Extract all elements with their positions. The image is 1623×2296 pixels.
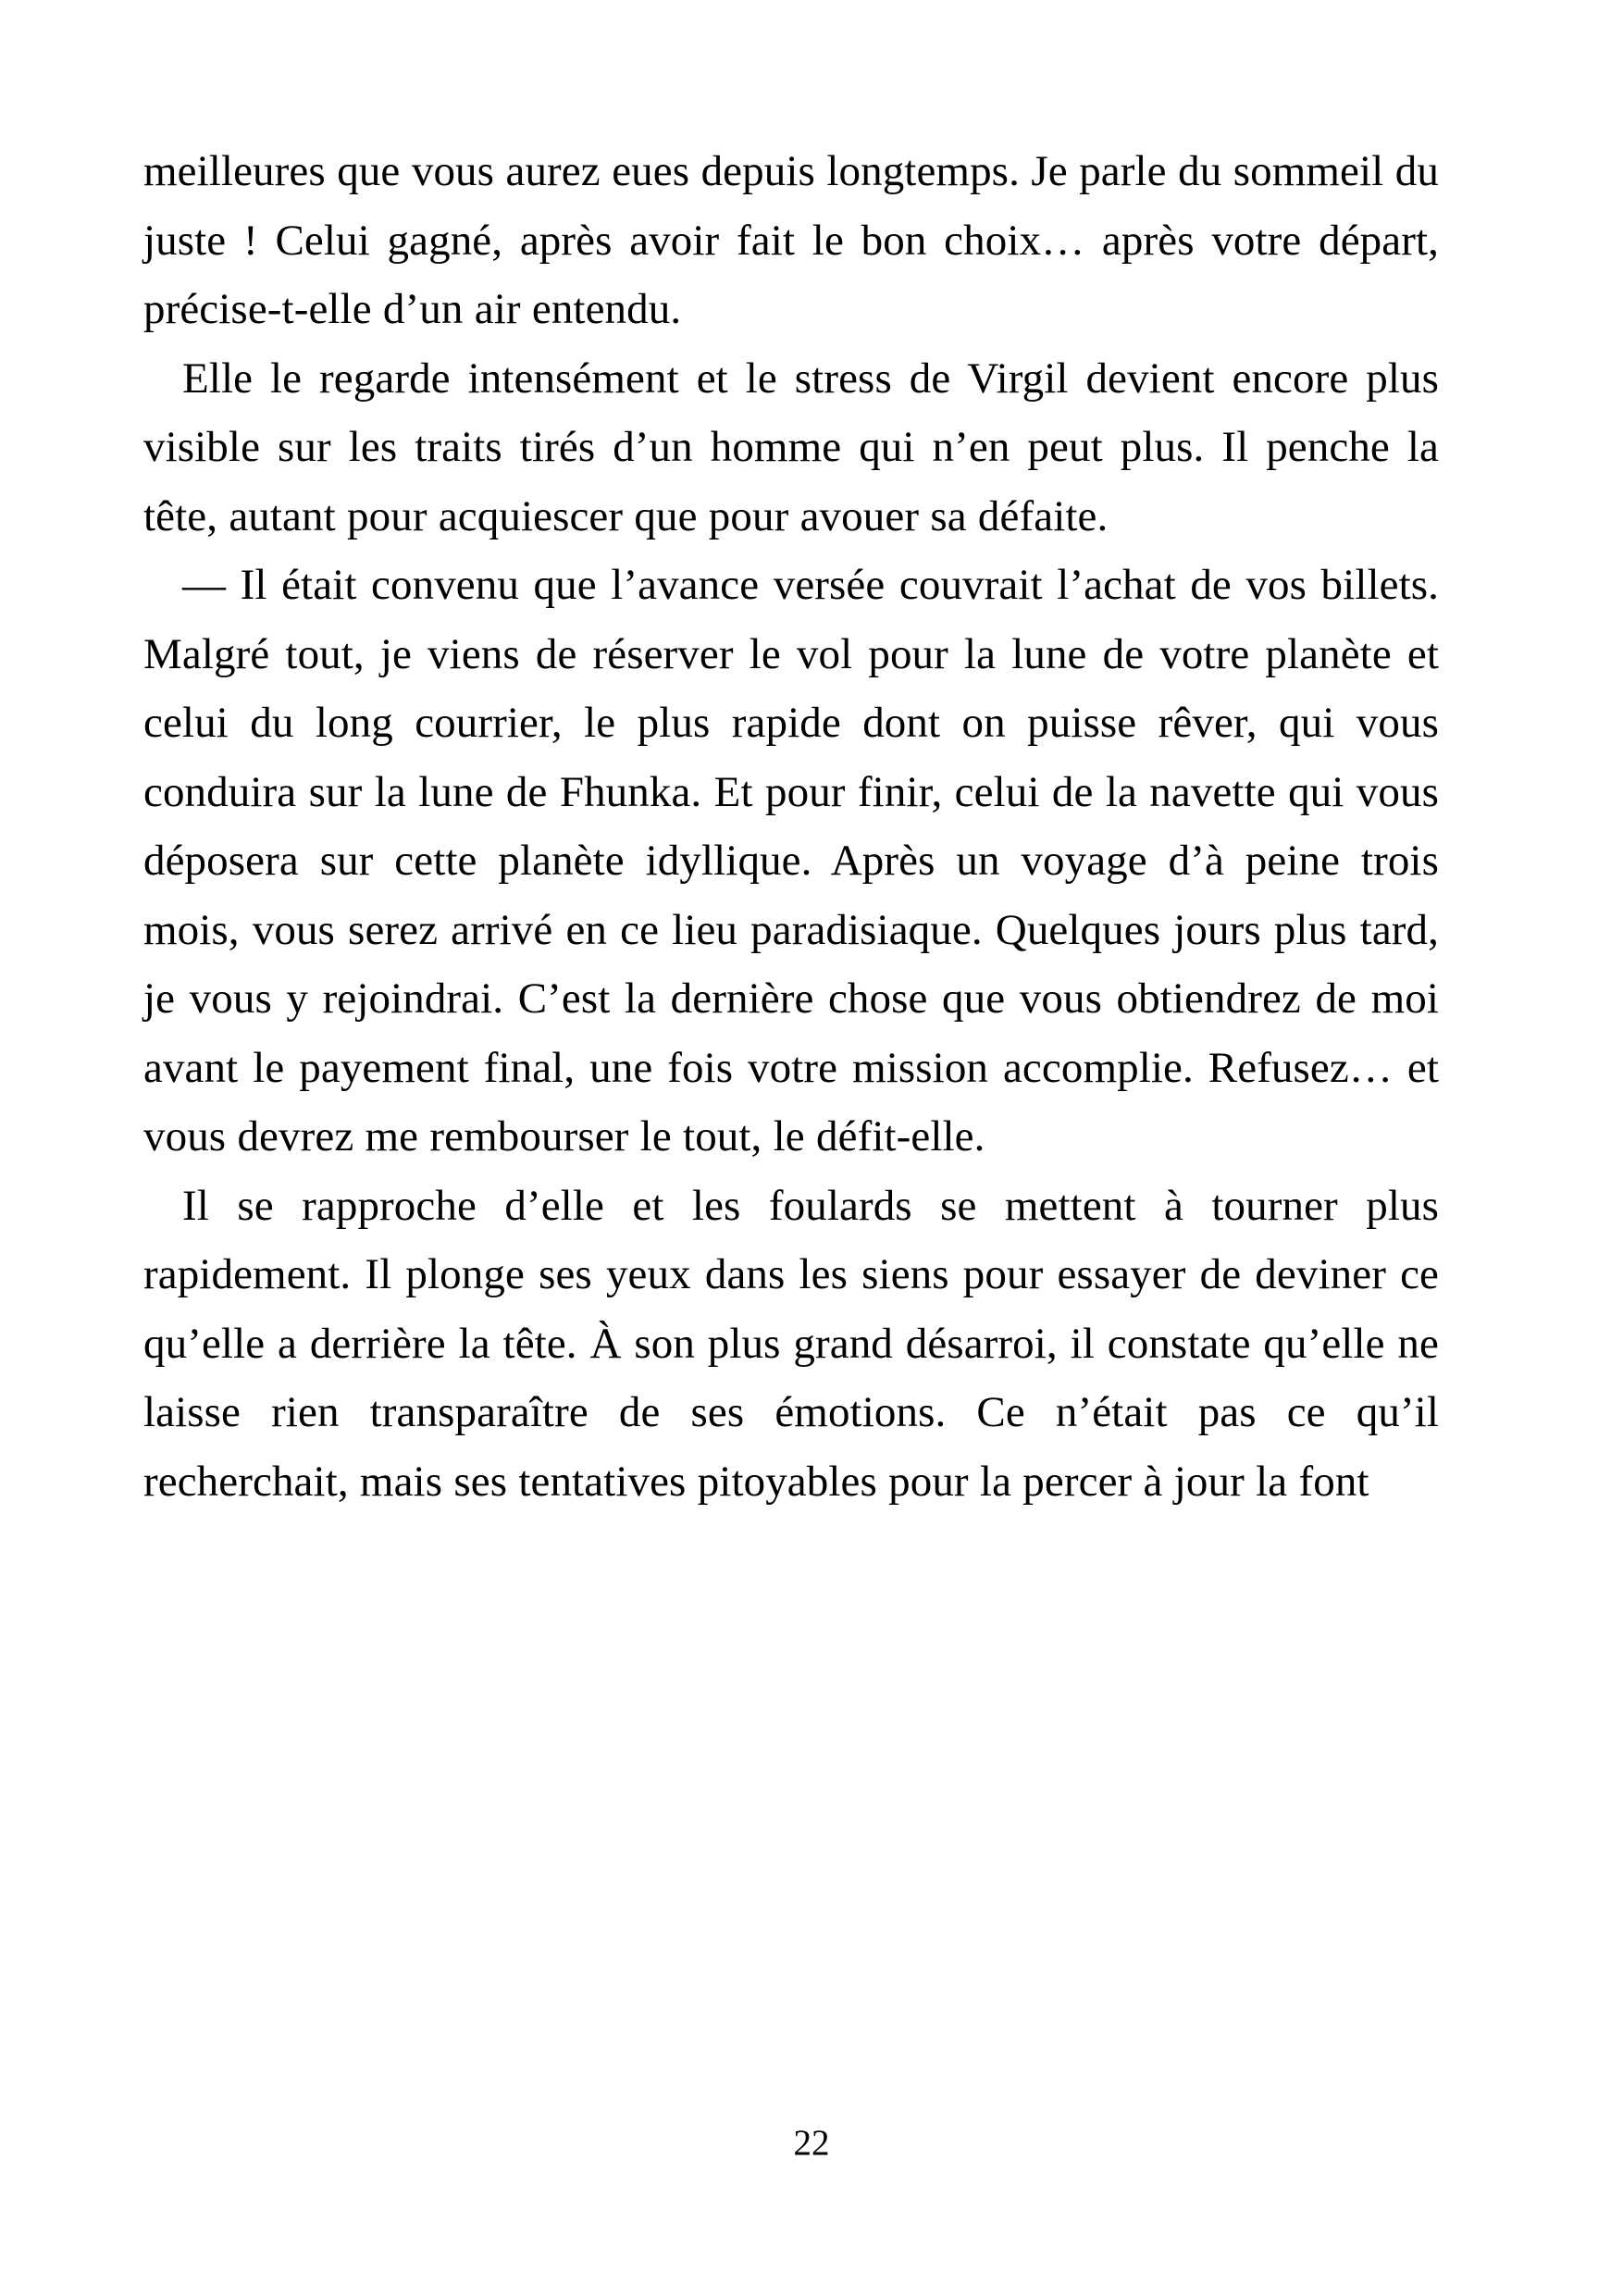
paragraph-1: meilleures que vous aurez eues depuis longtemps. Je parle du sommeil du juste ! Celui gagné, après avoir fait le bon choix… après votre départ, précise-t-elle d’un air entendu. bbox=[143, 147, 1439, 333]
paragraph-2: Elle le regarde intensément et le stress de Virgil devient encore plus visible sur les traits tirés d’un homme qui n’en peut plus. Il penche la tête, autant pour acquiescer que pour avouer sa défaite. bbox=[143, 354, 1439, 540]
paragraph-4: Il se rapproche d’elle et les foulards se mettent à tourner plus rapidement. Il plonge ses yeux dans les siens pour essayer de deviner ce qu’elle a derrière la tête. À son plus grand désarroi, il constate qu’elle ne laisse rien transparaître de ses émotions. Ce n’était pas ce qu’il recherchait, mais ses tentatives pitoyables pour la percer à jour la font bbox=[143, 1181, 1439, 1506]
page-number: 22 bbox=[793, 2123, 830, 2163]
paragraph-3: — Il était convenu que l’avance versée couvrait l’achat de vos billets. Malgré tout, je viens de réserver le vol pour la lune de votre planète et celui du long courrier, le plus rapide dont on puisse rêver, qui vous conduira sur la lune de Fhunka. Et pour finir, celui de la navette qui vous déposera sur cette planète idyllique. Après un voyage d’à peine trois mois, vous serez arrivé en ce lieu paradisiaque. Quelques jours plus tard, je vous y rejoindrai. C’est la dernière chose que vous obtiendrez de moi avant le payement final, une fois votre mission accomplie. Refusez… et vous devrez me rembourser le tout, le défit-elle. bbox=[143, 561, 1439, 1160]
page-text-body bbox=[143, 137, 1439, 1516]
